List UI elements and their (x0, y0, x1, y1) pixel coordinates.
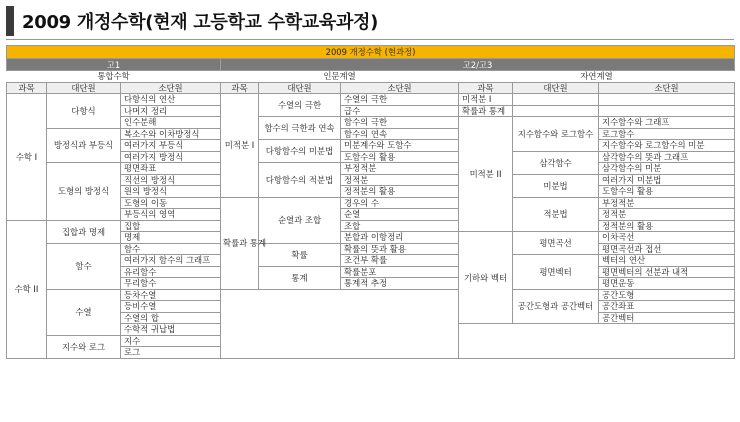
minor-cell: 지수함수와 그래프 (599, 117, 735, 129)
header-row (7, 46, 735, 59)
minor-cell: 인수분해 (121, 117, 221, 129)
minor-cell: 도형의 이동 (121, 197, 221, 209)
major-cell: 함수의 극한과 연속 (259, 117, 341, 140)
minor-cell: 확률의 뜻과 활용 (341, 243, 459, 255)
minor-cell: 로그 (121, 347, 221, 359)
minor-cell: 공간도형 (599, 289, 735, 301)
subject-cell: 확률과 통계 (459, 105, 513, 117)
minor-cell: 여러가지 함수의 그래프 (121, 255, 221, 267)
minor-cell: 통계적 추정 (341, 278, 459, 290)
table-row (7, 243, 735, 255)
minor-cell: 명제 (121, 232, 221, 244)
minor-cell: 정적분 (341, 174, 459, 186)
minor-cell: 미분계수와 도함수 (341, 140, 459, 152)
course-row (7, 71, 735, 83)
curriculum-table (6, 45, 735, 359)
minor-cell: 부정적분 (599, 197, 735, 209)
title-divider (6, 39, 734, 40)
minor-cell: 여러가지 방정식 (121, 151, 221, 163)
major-cell: 다항함수의 미분법 (259, 140, 341, 163)
minor-cell: 정적분의 활용 (599, 220, 735, 232)
minor-cell: 분할과 이항정리 (341, 232, 459, 244)
minor-cell: 평면곡선과 접선 (599, 243, 735, 255)
table-row (7, 220, 735, 232)
minor-cell: 공간좌표 (599, 301, 735, 313)
minor-cell: 급수 (341, 105, 459, 117)
minor-cell: 수학적 귀납법 (121, 324, 221, 336)
course-integrated: 통합수학 (7, 71, 221, 83)
minor-cell: 나머지 정리 (121, 105, 221, 117)
minor-cell: 삼각함수의 미분 (599, 163, 735, 175)
subject-cell: 미적분 I (459, 94, 513, 106)
col-minor: 소단원 (341, 82, 459, 94)
table-row (7, 163, 735, 175)
minor-cell: 확률분포 (341, 266, 459, 278)
minor-cell: 무리함수 (121, 278, 221, 290)
minor-cell: 삼각함수의 뜻과 그래프 (599, 151, 735, 163)
title-accent-bar (6, 6, 14, 36)
minor-cell: 벡터의 연산 (599, 255, 735, 267)
minor-cell: 조건부 확률 (341, 255, 459, 267)
col-major: 대단원 (47, 82, 121, 94)
minor-cell: 여러가지 미분법 (599, 174, 735, 186)
minor-cell: 조합 (341, 220, 459, 232)
table-row (7, 94, 735, 106)
major-cell: 확률 (259, 243, 341, 266)
minor-cell: 수열의 합 (121, 312, 221, 324)
minor-cell: 여러가지 부등식 (121, 140, 221, 152)
minor-cell: 집합 (121, 220, 221, 232)
minor-cell: 수열의 극한 (341, 94, 459, 106)
major-cell: 방정식과 부등식 (47, 128, 121, 163)
minor-cell: 순열 (341, 209, 459, 221)
minor-cell: 부등식의 영역 (121, 209, 221, 221)
minor-cell: 지수함수와 로그함수의 미분 (599, 140, 735, 152)
course-humanities: 인문계열 (221, 71, 459, 83)
major-cell: 다항함수의 적분법 (259, 163, 341, 198)
minor-cell: 도함수의 활용 (341, 151, 459, 163)
empty-cell (599, 105, 735, 117)
major-cell: 수열 (47, 289, 121, 335)
table-row (7, 289, 735, 301)
course-science: 자연계열 (459, 71, 735, 83)
col-subject: 과목 (459, 82, 513, 94)
empty-cell (599, 94, 735, 106)
col-minor: 소단원 (121, 82, 221, 94)
col-major: 대단원 (513, 82, 599, 94)
minor-cell: 복소수와 이차방정식 (121, 128, 221, 140)
subject-cell: 확률과 통계 (221, 197, 259, 289)
minor-cell: 직선의 방정식 (121, 174, 221, 186)
minor-cell: 정적분의 활용 (341, 186, 459, 198)
curriculum-header: 2009 개정수학 (현과정) (7, 46, 735, 59)
minor-cell: 등차수열 (121, 289, 221, 301)
col-subject: 과목 (7, 82, 47, 94)
minor-cell: 함수의 극한 (341, 117, 459, 129)
major-cell: 도형의 방정식 (47, 163, 121, 221)
minor-cell: 다항식의 연산 (121, 94, 221, 106)
subject-cell: 미적분 I (221, 94, 259, 198)
subject-cell: 수학 I (7, 94, 47, 221)
empty-cell (513, 105, 599, 117)
major-cell: 평면벡터 (513, 255, 599, 290)
major-cell: 수열의 극한 (259, 94, 341, 117)
major-cell: 공간도형과 공간벡터 (513, 289, 599, 324)
column-header-row (7, 82, 735, 94)
empty-cell (459, 324, 735, 359)
major-cell: 적분법 (513, 197, 599, 232)
minor-cell: 정적분 (599, 209, 735, 221)
major-cell: 평면곡선 (513, 232, 599, 255)
major-cell: 함수 (47, 243, 121, 289)
title-bar (6, 4, 734, 38)
major-cell: 집합과 명제 (47, 220, 121, 243)
minor-cell: 공간벡터 (599, 312, 735, 324)
minor-cell: 평면좌표 (121, 163, 221, 175)
minor-cell: 함수의 연속 (341, 128, 459, 140)
subject-cell: 수학 II (7, 220, 47, 358)
col-major: 대단원 (259, 82, 341, 94)
minor-cell: 경우의 수 (341, 197, 459, 209)
minor-cell: 부정적분 (341, 163, 459, 175)
major-cell: 다항식 (47, 94, 121, 129)
major-cell: 삼각함수 (513, 151, 599, 174)
major-cell: 지수와 로그 (47, 335, 121, 358)
minor-cell: 로그함수 (599, 128, 735, 140)
empty-cell (513, 94, 599, 106)
major-cell: 지수함수와 로그함수 (513, 117, 599, 152)
minor-cell: 등비수열 (121, 301, 221, 313)
col-subject: 과목 (221, 82, 259, 94)
grade-2-3: 고2/고3 (221, 59, 735, 71)
subject-cell: 미적분 II (459, 117, 513, 232)
page-title: 2009 개정수학(현재 고등학교 수학교육과정) (22, 12, 379, 33)
minor-cell: 유리함수 (121, 266, 221, 278)
major-cell: 순열과 조합 (259, 197, 341, 243)
minor-cell: 도함수의 활용 (599, 186, 735, 198)
minor-cell: 원의 방정식 (121, 186, 221, 198)
grade-row (7, 59, 735, 71)
major-cell: 미분법 (513, 174, 599, 197)
minor-cell: 이차곡선 (599, 232, 735, 244)
minor-cell: 지수 (121, 335, 221, 347)
minor-cell: 함수 (121, 243, 221, 255)
major-cell: 통계 (259, 266, 341, 289)
grade-1: 고1 (7, 59, 221, 71)
subject-cell: 기하와 벡터 (459, 232, 513, 324)
empty-cell (221, 289, 459, 358)
table-row (7, 128, 735, 140)
col-minor: 소단원 (599, 82, 735, 94)
minor-cell: 평면운동 (599, 278, 735, 290)
minor-cell: 평면벡터의 선분과 내적 (599, 266, 735, 278)
